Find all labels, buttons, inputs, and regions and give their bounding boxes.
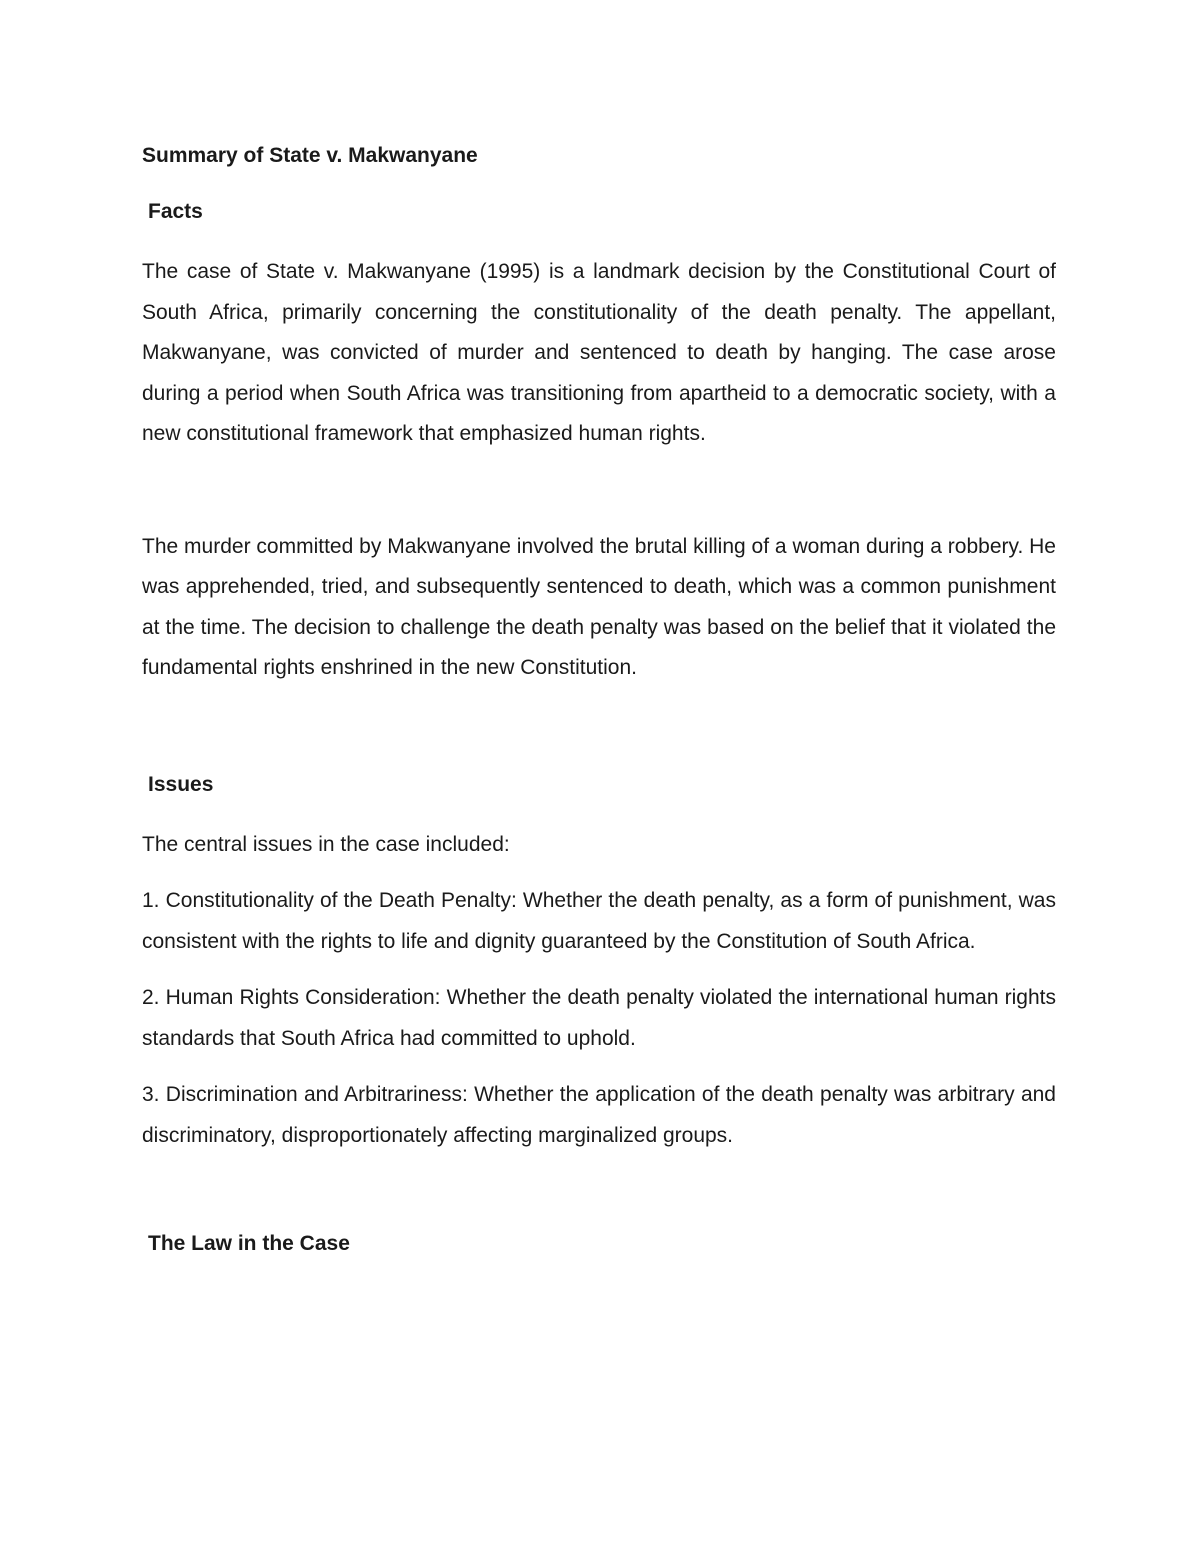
document-body [142,140,1056,1284]
issues-intro: The central issues in the case included: [142,832,510,856]
section-heading-law: The Law in the Case [148,1232,350,1255]
facts-paragraph-2: The murder committed by Makwanyane involved the brutal killing of a woman during a robbery. He was apprehended, tried, and subsequently sentenced to death, which was a common punishment at the time. The decision to challenge the death penalty was based on the belief that it violated the fundamental rights enshrined in the new Constitution. [142,534,1056,679]
document-title: Summary of State v. Makwanyane [142,144,478,167]
section-heading-facts: Facts [148,200,203,223]
issue-item-2: 2. Human Rights Consideration: Whether the death penalty violated the international human rights standards that South Africa had committed to uphold. [142,986,1056,1050]
section-heading-issues: Issues [148,772,214,796]
facts-paragraph-1: The case of State v. Makwanyane (1995) is a landmark decision by the Constitutional Court of South Africa, primarily concerning the constitutionality of the death penalty. The appellant, Makwanyane, was convicted of murder and sentenced to death by hanging. The case arose during a period when South Africa was transitioning from apartheid to a democratic society, with a new constitutional framework that emphasized human rights. [142,260,1056,445]
issue-item-3: 3. Discrimination and Arbitrariness: Whether the application of the death penalty was arbitrary and discriminatory, disproportionately affecting marginalized groups. [142,1083,1056,1147]
issue-item-1: 1. Constitutionality of the Death Penalty: Whether the death penalty, as a form of punishment, was consistent with the rights to life and dignity guaranteed by the Constitution of South Africa. [142,889,1056,953]
